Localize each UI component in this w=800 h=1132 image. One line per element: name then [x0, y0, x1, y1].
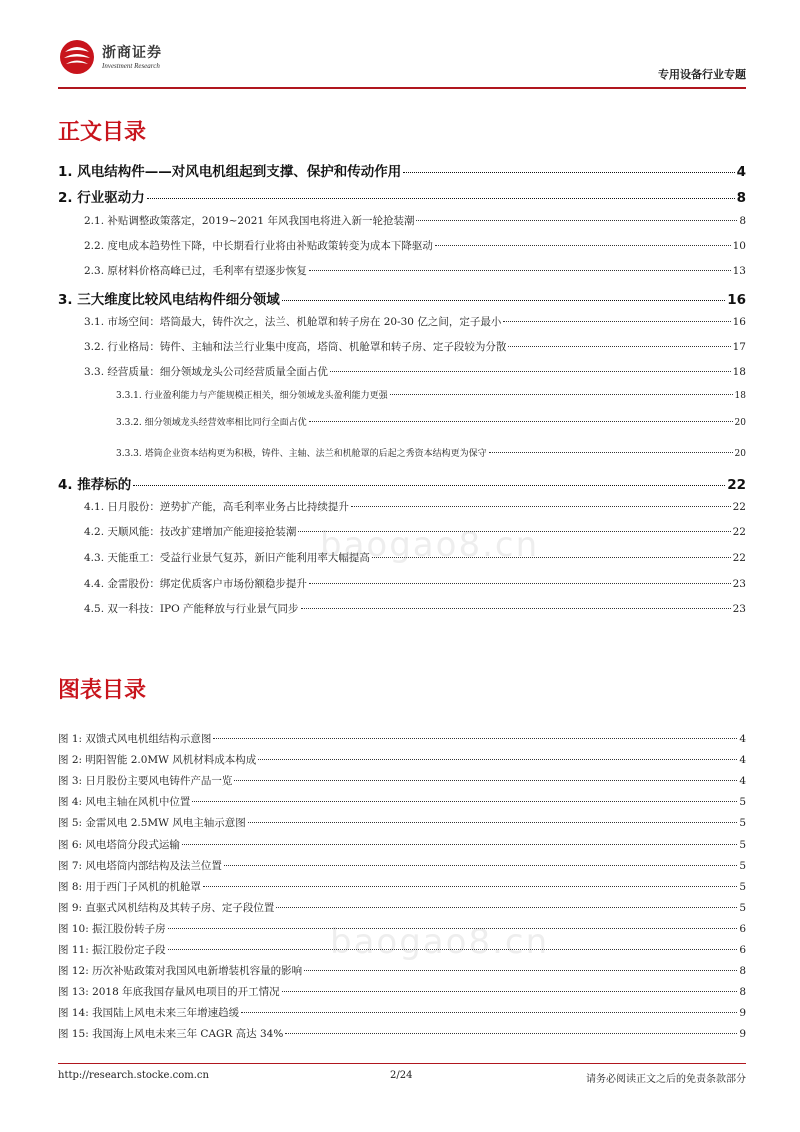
leader-dots: [276, 907, 737, 908]
leader-dots: [203, 886, 737, 887]
toc-entry[interactable]: [58, 288, 746, 308]
disclaimer-note: 请务必阅读正文之后的免责条款部分: [586, 1074, 746, 1085]
toc-entry[interactable]: [58, 473, 746, 493]
figure-entry-page: 5: [739, 880, 746, 893]
figure-entry-page: 5: [739, 901, 746, 914]
leader-dots: [168, 928, 738, 929]
toc-entry[interactable]: [58, 160, 746, 180]
leader-dots: [258, 759, 737, 760]
figure-entry-title: 图 14: 我国陆上风电未来三年增速趋缓: [58, 1007, 240, 1020]
toc-entry[interactable]: [58, 388, 746, 401]
leader-dots: [403, 172, 734, 173]
watermark: baogao8.cn: [330, 922, 550, 962]
toc-entry-page: 16: [727, 292, 746, 308]
leader-dots: [309, 270, 731, 271]
figure-entry[interactable]: [58, 773, 746, 788]
figure-list-heading: 图表目录: [58, 678, 147, 703]
toc-heading: 正文目录: [58, 120, 147, 145]
figure-entry[interactable]: [58, 794, 746, 809]
leader-dots: [282, 991, 738, 992]
toc-entry-title: 4.1. 日月股份：逆势扩产能，高毛利率业务占比持续提升: [84, 501, 349, 513]
figure-entry[interactable]: [58, 1026, 746, 1041]
figure-entry[interactable]: [58, 879, 746, 894]
toc-entry-title: 4.3. 天能重工：受益行业景气复苏，新旧产能利用率大幅提高: [84, 552, 370, 564]
toc-entry-title: 4.5. 双一科技：IPO 产能释放与行业景气同步: [84, 603, 299, 615]
figure-entry-title: 图 8: 用于西门子风机的机舱罩: [58, 880, 201, 893]
footer-url[interactable]: http://research.stocke.com.cn: [58, 1070, 209, 1081]
leader-dots: [301, 608, 731, 609]
toc-entry[interactable]: [58, 263, 746, 278]
toc-entry-title: 2. 行业驱动力: [58, 190, 145, 206]
toc-entry[interactable]: [58, 314, 746, 329]
figure-entry-title: 图 10: 振江股份转子房: [58, 922, 166, 935]
toc-entry-title: 4.4. 金雷股份：绑定优质客户市场份额稳步提升: [84, 578, 307, 590]
figure-entry[interactable]: [58, 858, 746, 873]
leader-dots: [416, 220, 737, 221]
watermark: baogao8.cn: [320, 525, 540, 565]
figure-entry-page: 8: [739, 986, 746, 999]
brand-name-cn: 浙商证券: [102, 45, 162, 61]
toc-entry[interactable]: [58, 339, 746, 354]
figure-entry[interactable]: [58, 921, 746, 936]
leader-dots: [285, 1033, 737, 1034]
document-type: 专用设备行业专题: [658, 68, 746, 81]
toc-entry[interactable]: [58, 601, 746, 616]
toc-entry-page: 22: [732, 552, 746, 564]
figure-entry-page: 5: [739, 796, 746, 809]
toc-entry-page: 4: [736, 164, 746, 180]
toc-entry[interactable]: [58, 238, 746, 253]
figure-entry-page: 5: [739, 859, 746, 872]
toc-entry-page: 16: [732, 316, 746, 328]
brand-logo-icon: [58, 38, 96, 76]
leader-dots: [435, 245, 731, 246]
toc-entry-title: 3.3. 经营质量：细分领域龙头公司经营质量全面占优: [84, 366, 328, 378]
figure-entry-title: 图 7: 风电塔筒内部结构及法兰位置: [58, 859, 222, 872]
header-divider: [58, 87, 746, 89]
figure-entry[interactable]: [58, 1005, 746, 1020]
figure-entry-title: 图 9: 直驱式风机结构及其转子房、定子段位置: [58, 901, 275, 914]
toc-entry-page: 20: [734, 418, 746, 428]
toc-entry-page: 20: [734, 449, 746, 459]
figure-entry-title: 图 15: 我国海上风电未来三年 CAGR 高达 34%: [58, 1028, 284, 1041]
leader-dots: [234, 780, 737, 781]
figure-entry-page: 4: [739, 733, 746, 745]
figure-entry-title: 图 3: 日月股份主要风电铸件产品一览: [58, 775, 233, 788]
toc-entry-page: 18: [732, 366, 746, 378]
toc-entry-page: 18: [734, 391, 746, 401]
toc-entry-title: 3.3.2. 细分领域龙头经营效率相比同行全面占优: [116, 418, 307, 428]
leader-dots: [330, 371, 731, 372]
toc-entry-title: 4. 推荐标的: [58, 477, 132, 493]
toc-entry-title: 3.2. 行业格局：铸件、主轴和法兰行业集中度高，塔筒、机舱罩和转子房、定子段较为分散: [84, 341, 507, 353]
toc-entry-page: 22: [732, 501, 746, 513]
figure-entry[interactable]: [58, 815, 746, 830]
page-number: 2/24: [390, 1070, 413, 1081]
figure-entry-title: 图 1: 双馈式风电机组结构示意图: [58, 733, 212, 745]
leader-dots: [241, 1012, 737, 1013]
brand-name-en: Investment Research: [102, 62, 160, 70]
figure-entry-page: 6: [739, 944, 746, 956]
leader-dots: [503, 321, 730, 322]
leader-dots: [309, 421, 733, 422]
toc-entry-title: 1. 风电结构件——对风电机组起到支撑、保护和传动作用: [58, 164, 402, 180]
leader-dots: [309, 583, 731, 584]
toc-entry-title: 2.3. 原材料价格高峰已过，毛利率有望逐步恢复: [84, 265, 307, 277]
toc-entry-title: 3.3.1. 行业盈利能力与产能规模正相关，细分领域龙头盈利能力更强: [116, 391, 388, 401]
leader-dots: [390, 394, 733, 395]
leader-dots: [248, 822, 738, 823]
leader-dots: [182, 844, 737, 845]
toc-entry-title: 3.1. 市场空间：塔筒最大，铸件次之，法兰、机舱罩和转子房在 20-30 亿之间，定子最小: [84, 316, 502, 328]
figure-entry-title: 图 6: 风电塔筒分段式运输: [58, 838, 180, 851]
page-header: [58, 38, 746, 86]
leader-dots: [489, 452, 733, 453]
figure-entry-page: 5: [739, 817, 746, 830]
toc-entry-page: 22: [727, 477, 746, 493]
toc-entry-title: 2.1. 补贴调整政策落定，2019~2021 年风我国电将进入新一轮抢装潮: [84, 215, 415, 227]
figure-entry-title: 图 12: 历次补贴政策对我国风电新增装机容量的影响: [58, 965, 303, 978]
toc-entry-page: 17: [732, 341, 746, 353]
footer-divider: [58, 1063, 746, 1064]
figure-entry[interactable]: [58, 963, 746, 978]
leader-dots: [351, 506, 731, 507]
figure-entry[interactable]: [58, 900, 746, 915]
figure-entry-title: 图 2: 明阳智能 2.0MW 风机材料成本构成: [58, 754, 257, 767]
toc-entry-title: 4.2. 天顺风能：技改扩建增加产能迎接抢装潮: [84, 526, 297, 538]
toc-entry[interactable]: [58, 364, 746, 379]
leader-dots: [508, 346, 730, 347]
toc-entry-page: 13: [732, 265, 746, 277]
toc-entry-page: 23: [732, 578, 746, 590]
figure-entry-title: 图 4: 风电主轴在风机中位置: [58, 796, 191, 809]
leader-dots: [304, 970, 737, 971]
toc-entry-title: 2.2. 度电成本趋势性下降，中长期看行业将由补贴政策转变为成本下降驱动: [84, 240, 433, 252]
figure-entry-page: 6: [739, 922, 746, 935]
toc-entry[interactable]: [58, 186, 746, 206]
toc-entry[interactable]: [58, 213, 746, 228]
figure-entry-page: 9: [739, 1007, 746, 1020]
figure-entry[interactable]: [58, 984, 746, 999]
leader-dots: [192, 801, 737, 802]
figure-entry-title: 图 11: 振江股份定子段: [58, 944, 166, 956]
toc-entry-page: 8: [736, 190, 746, 206]
figure-entry-page: 9: [739, 1028, 746, 1041]
leader-dots: [213, 738, 737, 739]
figure-entry[interactable]: [58, 837, 746, 852]
figure-entry[interactable]: [58, 752, 746, 767]
figure-entry-title: 图 5: 金雷风电 2.5MW 风电主轴示意图: [58, 817, 246, 830]
leader-dots: [168, 949, 738, 950]
toc-entry[interactable]: [58, 576, 746, 591]
figure-entry-page: 4: [739, 775, 746, 788]
toc-entry-page: 8: [739, 215, 746, 227]
leader-dots: [133, 485, 725, 486]
leader-dots: [224, 865, 737, 866]
figure-entry[interactable]: [58, 731, 746, 746]
toc-entry-page: 23: [732, 603, 746, 615]
figure-entry-page: 5: [739, 838, 746, 851]
toc-entry[interactable]: [58, 446, 746, 459]
toc-entry-title: 3.3.3. 塔筒企业资本结构更为积极，铸件、主轴、法兰和机舱罩的后起之秀资本结构更为保守: [116, 449, 487, 459]
leader-dots: [147, 198, 735, 199]
figure-entry-page: 4: [739, 754, 746, 767]
toc-entry-page: 10: [732, 240, 746, 252]
figure-entry[interactable]: [58, 942, 746, 957]
figure-entry-title: 图 13: 2018 年底我国存量风电项目的开工情况: [58, 986, 280, 999]
toc-entry-page: 22: [732, 526, 746, 538]
toc-entry[interactable]: [58, 499, 746, 514]
toc-entry[interactable]: [58, 415, 746, 428]
toc-entry-title: 3. 三大维度比较风电结构件细分领域: [58, 292, 280, 308]
figure-entry-page: 8: [739, 965, 746, 978]
leader-dots: [282, 300, 725, 301]
